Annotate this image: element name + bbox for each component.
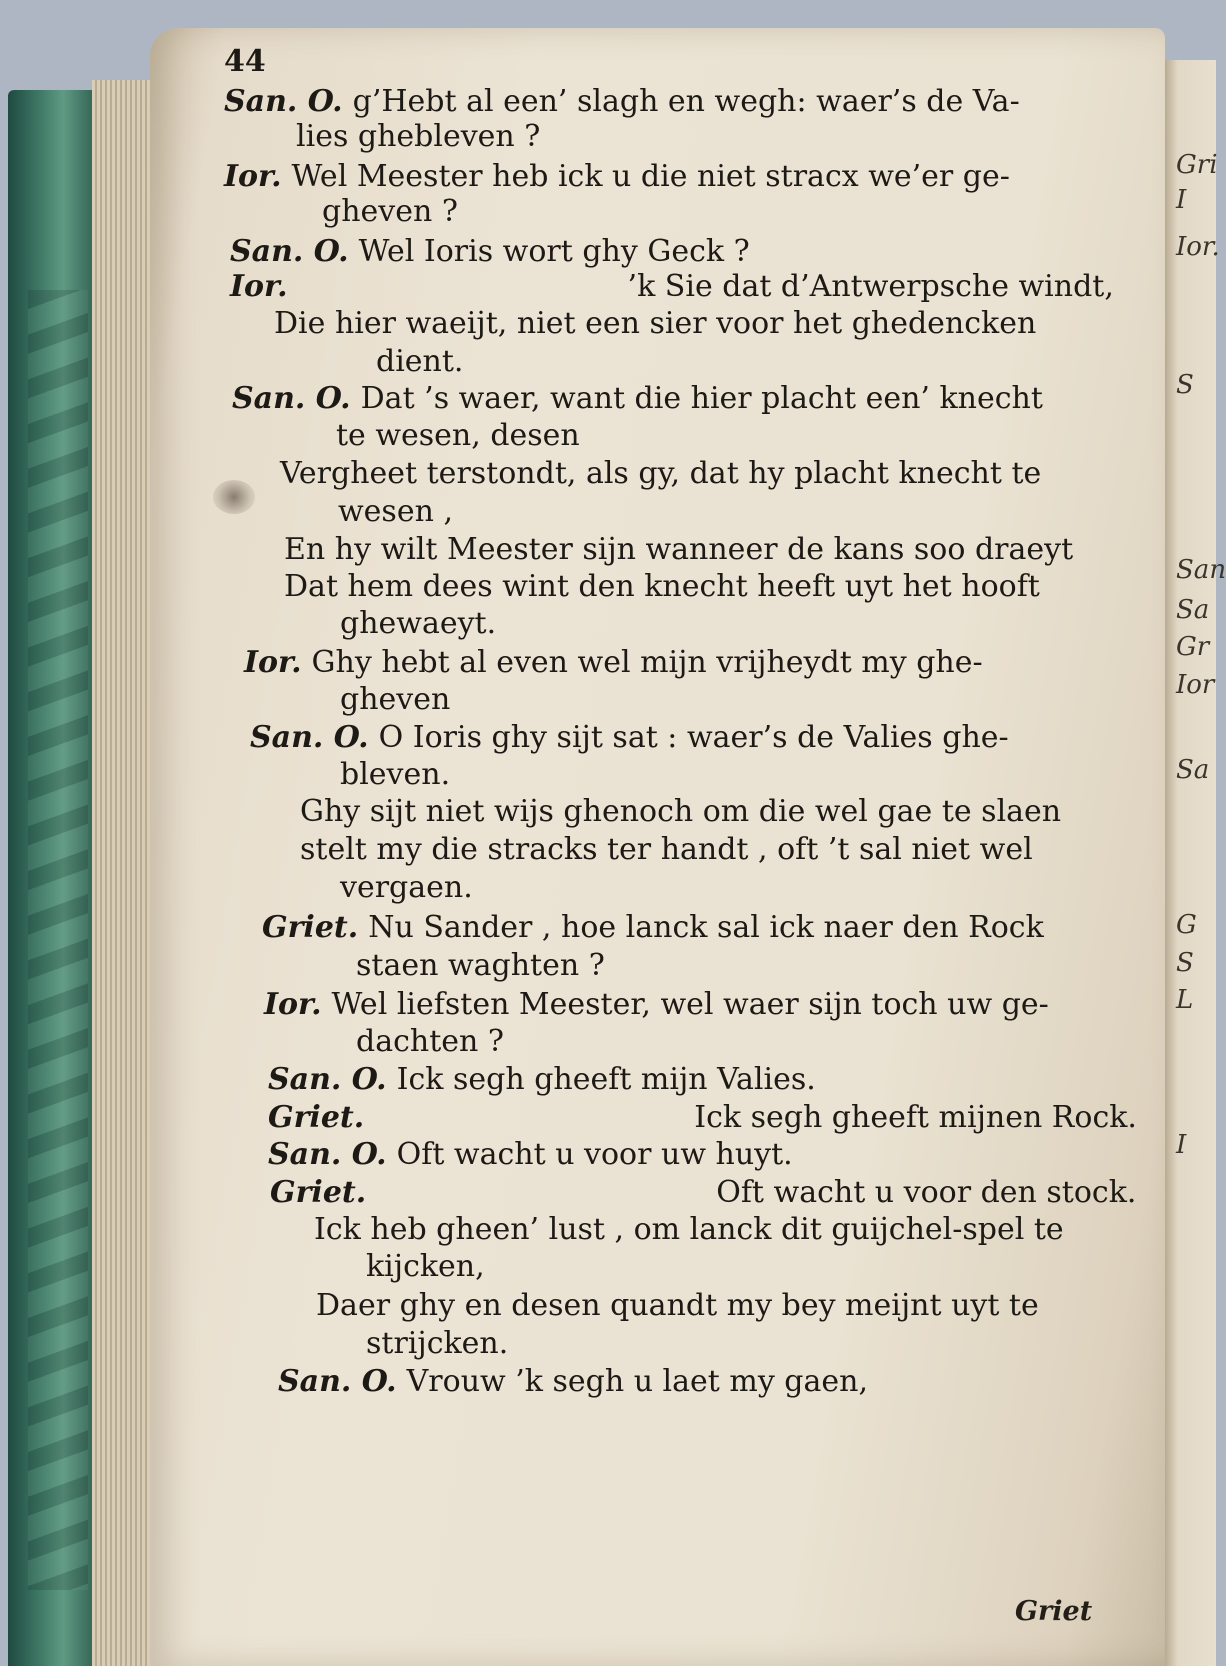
dialogue-line (270, 1175, 1136, 1211)
dialogue-line (284, 569, 1040, 605)
dialogue-line (280, 456, 1041, 492)
dialogue-line (250, 720, 1009, 756)
book-cover (8, 90, 100, 1666)
line-text: bleven. (340, 757, 451, 792)
line-text: O Ioris ghy sijt sat : waer’s de Valies ghe- (378, 720, 1009, 755)
speaker-label: San. O. (250, 720, 369, 755)
dialogue-line (274, 306, 1036, 342)
line-text: Ick segh gheeft mijn Valies. (396, 1062, 816, 1097)
facing-page-fragment: Sa (1176, 755, 1210, 785)
line-text: te wesen, desen (336, 418, 580, 453)
dialogue-line (296, 119, 540, 155)
speaker-label: San. O. (230, 234, 349, 269)
facing-page-fragment: Ior (1176, 670, 1215, 700)
speaker-label: San. O. (268, 1137, 387, 1172)
dialogue-line (338, 494, 453, 530)
speaker-label: Ior. (264, 987, 322, 1022)
line-text: Nu Sander , hoe lanck sal ick naer den Rock (368, 910, 1044, 945)
dialogue-line (300, 794, 1061, 830)
line-text: ’k Sie dat d’Antwerpsche windt, (627, 269, 1114, 304)
speaker-label: Griet. (270, 1175, 367, 1210)
dialogue-line (230, 234, 750, 270)
line-text: strijcken. (366, 1326, 509, 1361)
line-text: Wel Meester heb ick u die niet stracx we’er ge- (291, 159, 1010, 194)
line-text: Ick segh gheeft mijnen Rock. (694, 1100, 1137, 1135)
speaker-label: San. O. (232, 381, 351, 416)
dialogue-line (224, 84, 1020, 120)
facing-page-fragment: Gri (1176, 150, 1218, 180)
dialogue-line (224, 159, 1010, 195)
ink-stain (213, 480, 255, 514)
facing-page-fragment: Gr (1176, 632, 1210, 662)
speaker-label: Griet. (262, 910, 359, 945)
facing-page-fragment: L (1176, 985, 1194, 1015)
line-text: g’Hebt al een’ slagh en wegh: waer’s de Va- (352, 84, 1020, 119)
marbled-pattern (28, 290, 88, 1590)
dialogue-line (336, 418, 580, 454)
line-text: Daer ghy en desen quandt my bey meijnt uyt te (316, 1288, 1039, 1323)
facing-page-fragment: San (1176, 555, 1226, 585)
dialogue-line (264, 987, 1049, 1023)
line-text: Vrouw ’k segh u laet my gaen, (406, 1364, 869, 1399)
line-text: lies ghebleven ? (296, 119, 541, 154)
dialogue-line (340, 606, 496, 642)
dialogue-line (278, 1364, 868, 1400)
dialogue-line (340, 757, 450, 793)
line-text: Wel liefsten Meester, wel waer sijn toch uw ge- (331, 987, 1049, 1022)
line-text: Die hier waeijt, niet een sier voor het ghedencken (274, 306, 1037, 341)
dialogue-line (268, 1062, 816, 1098)
line-text: Vergheet terstondt, als gy, dat hy placht knecht te (280, 456, 1042, 491)
dialogue-line (268, 1137, 793, 1173)
dialogue-line (340, 682, 450, 718)
facing-page-fragment: Sa (1176, 595, 1210, 625)
line-text: gheven ? (322, 194, 458, 229)
line-text: Ghy sijt niet wijs ghenoch om die wel gae te slaen (300, 794, 1062, 829)
dialogue-line (314, 1212, 1064, 1248)
dialogue-line (322, 194, 458, 230)
dialogue-line (316, 1288, 1039, 1324)
line-text: Ghy hebt al even wel mijn vrijheydt my ghe- (311, 645, 983, 680)
line-text: wesen , (338, 494, 453, 529)
dialogue-line (232, 381, 1043, 417)
facing-page-margin (1174, 0, 1226, 1666)
dialogue-line (230, 269, 1114, 305)
line-text: vergaen. (340, 870, 473, 905)
catchword: Griet (1015, 1596, 1093, 1627)
dialogue-line (366, 1326, 508, 1362)
dialogue-line (366, 1249, 485, 1285)
line-text: Oft wacht u voor uw huyt. (396, 1137, 793, 1172)
line-text: Dat ’s waer, want die hier placht een’ knecht (360, 381, 1043, 416)
speaker-label: San. O. (268, 1062, 387, 1097)
line-text: Wel Ioris wort ghy Geck ? (358, 234, 750, 269)
line-text: Dat hem dees wint den knecht heeft uyt het hooft (284, 569, 1040, 604)
line-text: dachten ? (356, 1024, 504, 1059)
line-text: staen waghten ? (356, 948, 605, 983)
facing-page-fragment: I (1176, 1130, 1187, 1160)
speaker-label: Ior. (224, 159, 282, 194)
line-text: gheven (340, 682, 451, 717)
facing-page-fragment: I (1176, 185, 1187, 215)
facing-page-fragment: S (1176, 948, 1194, 978)
dialogue-line (356, 1024, 504, 1060)
speaker-label: San. O. (278, 1364, 397, 1399)
facing-page-fragment: G (1176, 910, 1197, 940)
dialogue-line (356, 948, 605, 984)
speaker-label: Griet. (268, 1100, 365, 1135)
line-text: ghewaeyt. (340, 606, 497, 641)
line-text: dient. (376, 344, 464, 379)
facing-page-fragment: Ior. (1176, 232, 1220, 262)
speaker-label: Ior. (244, 645, 302, 680)
line-text: Ick heb gheen’ lust , om lanck dit guijchel-spel te (314, 1212, 1064, 1247)
dialogue-line (244, 645, 983, 681)
page-number: 44 (224, 44, 266, 79)
dialogue-line (268, 1100, 1137, 1136)
speaker-label: Ior. (230, 269, 288, 304)
dialogue-line (376, 344, 463, 380)
speaker-label: San. O. (224, 84, 343, 119)
dialogue-line (284, 532, 1073, 568)
line-text: kijcken, (366, 1249, 485, 1284)
line-text: En hy wilt Meester sijn wanneer de kans soo draeyt (284, 532, 1074, 567)
dialogue-line (262, 910, 1044, 946)
dialogue-line (340, 870, 473, 906)
line-text: Oft wacht u voor den stock. (716, 1175, 1137, 1210)
facing-page-fragment: S (1176, 370, 1194, 400)
line-text: stelt my die stracks ter handt , oft ’t sal niet wel (300, 832, 1033, 867)
dialogue-line (300, 832, 1033, 868)
